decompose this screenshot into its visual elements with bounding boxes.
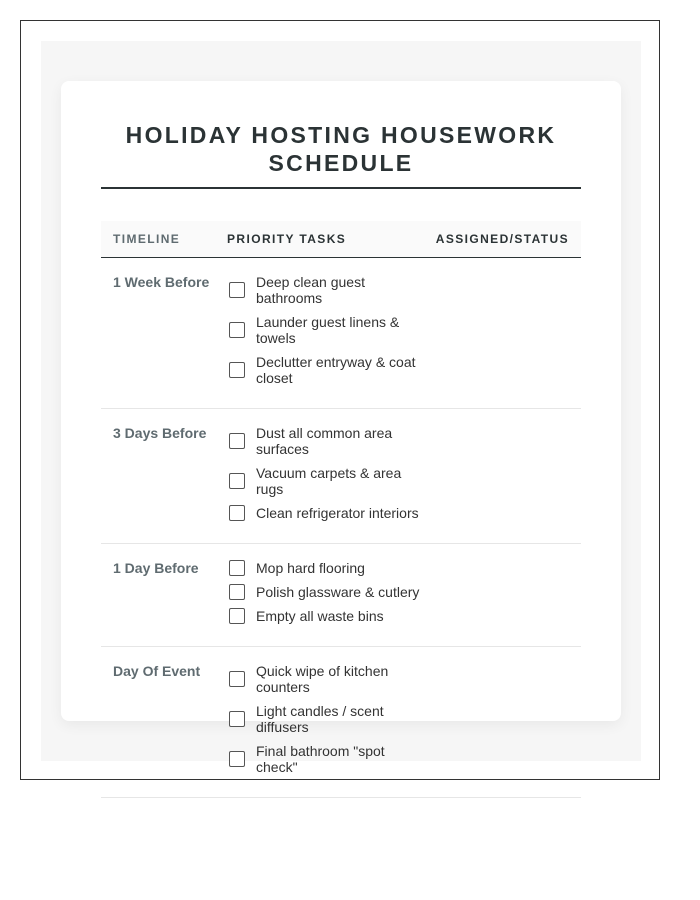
task-label: Final bathroom "spot check" bbox=[256, 743, 385, 775]
task-label: Light candles / scent diffusers bbox=[256, 703, 384, 735]
task-item bbox=[229, 743, 430, 775]
header-timeline: TIMELINE bbox=[113, 232, 181, 246]
task-checkbox[interactable] bbox=[229, 322, 245, 338]
task-checkbox[interactable] bbox=[229, 584, 245, 600]
task-checkbox[interactable] bbox=[229, 560, 245, 576]
table-row bbox=[101, 647, 581, 798]
task-checkbox[interactable] bbox=[229, 282, 245, 298]
task-item bbox=[229, 354, 430, 386]
table-header bbox=[101, 221, 581, 258]
task-item bbox=[229, 274, 430, 306]
status-cell bbox=[430, 663, 581, 775]
task-label: Mop hard flooring bbox=[256, 560, 365, 576]
header-priority-tasks: PRIORITY TASKS bbox=[227, 232, 347, 246]
page-title: HOLIDAY HOSTING HOUSEWORK SCHEDULE bbox=[101, 121, 581, 189]
timeline-cell: 1 Week Before bbox=[113, 274, 210, 290]
schedule-table bbox=[101, 221, 581, 798]
table-row bbox=[101, 409, 581, 544]
task-label: Polish glassware & cutlery bbox=[256, 584, 420, 600]
task-label: Launder guest linens & towels bbox=[256, 314, 400, 346]
schedule-content bbox=[101, 121, 581, 798]
task-item bbox=[229, 505, 430, 521]
task-item bbox=[229, 608, 430, 624]
task-checkbox[interactable] bbox=[229, 473, 245, 489]
task-label: Deep clean guest bathrooms bbox=[256, 274, 365, 306]
task-checkbox[interactable] bbox=[229, 433, 245, 449]
task-item bbox=[229, 703, 430, 735]
tasks-cell bbox=[215, 663, 430, 775]
task-checkbox[interactable] bbox=[229, 505, 245, 521]
timeline-cell: Day Of Event bbox=[113, 663, 201, 679]
tasks-cell bbox=[215, 425, 430, 521]
task-label: Dust all common area surfaces bbox=[256, 425, 393, 457]
status-cell bbox=[430, 274, 581, 386]
task-checkbox[interactable] bbox=[229, 711, 245, 727]
table-row bbox=[101, 544, 581, 647]
task-label: Quick wipe of kitchen counters bbox=[256, 663, 389, 695]
timeline-cell: 3 Days Before bbox=[113, 425, 207, 441]
task-checkbox[interactable] bbox=[229, 671, 245, 687]
task-label: Clean refrigerator interiors bbox=[256, 505, 419, 521]
table-row bbox=[101, 258, 581, 409]
task-checkbox[interactable] bbox=[229, 362, 245, 378]
task-item bbox=[229, 560, 430, 576]
task-checkbox[interactable] bbox=[229, 751, 245, 767]
timeline-cell: 1 Day Before bbox=[113, 560, 199, 576]
task-label: Declutter entryway & coat closet bbox=[256, 354, 416, 386]
task-item bbox=[229, 584, 430, 600]
task-item bbox=[229, 314, 430, 346]
status-cell bbox=[430, 560, 581, 624]
task-checkbox[interactable] bbox=[229, 608, 245, 624]
task-item bbox=[229, 425, 430, 457]
header-assigned-status: ASSIGNED/STATUS bbox=[435, 232, 569, 246]
task-label: Vacuum carpets & area rugs bbox=[256, 465, 402, 497]
task-item bbox=[229, 465, 430, 497]
task-item bbox=[229, 663, 430, 695]
status-cell bbox=[430, 425, 581, 521]
task-label: Empty all waste bins bbox=[256, 608, 384, 624]
tasks-cell bbox=[215, 274, 430, 386]
tasks-cell bbox=[215, 560, 430, 624]
